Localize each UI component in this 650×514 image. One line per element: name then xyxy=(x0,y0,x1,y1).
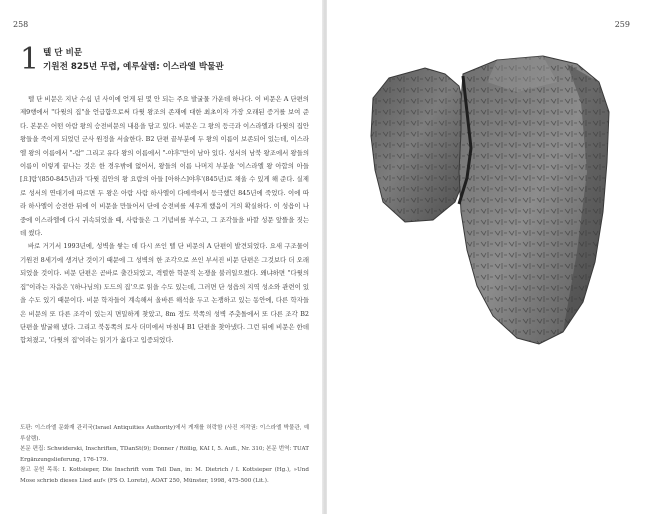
body-paragraph: 텔 단 비문은 지난 수십 년 사이에 얻게 된 몇 안 되는 주요 발굴물 가운데 하나다. 이 비문은 A 단편의 제9행에서 "다윗의 집"을 언급함으로써 다윗 왕조의 존재에 대한 최초이자 가장 오래된 증거를 보여 준다. 본문은 어떤 아람 왕의 승전비문의 내용을 담고 있다. 비문은 그 왕의 등극과 이스라엘과 다윗의 집안 왕들을 죽이게 되었던 군사 원정을 서술한다. B2 단편 끝부분에 두 왕의 이름이 보존되어 있는데, 이스라엘 왕의 이름에서 "-람" 그리고 유다 왕의 이름에서 "-야후"만이 남아 있다. 성서의 남북 왕조에서 왕들의 이름이 이렇게 끝나는 것은 한 경우밖에 없어서, 왕들의 이름 나머지 부분을 '이스라엘 왕 아합의 아들 [요]람'(850-845년)과 '다윗 집안의 왕 요람의 아들 [아하스]야후'(845년)로 채울 수 있게 해 준다. 실제로 성서의 연대기에 따르면 두 왕은 아람 사람 하사엘이 다메섹에서 등극했던 845년에 죽었다. 이에 따라 하사엘이 승전한 뒤에 이 비문을 만들어서 단에 승전비를 세우게 했음이 거의 확실하다. 이 성읍이 나중에 이스라엘에 다시 귀속되었을 때, 사람들은 그 기념비를 부수고, 그 조각들을 바깥 성문 앞뜰을 짓는 데 썼다. xyxy=(20,95,309,238)
page-number-right: 259 xyxy=(614,20,630,29)
page-number-left: 258 xyxy=(13,20,29,29)
body-paragraph: 바로 거기서 1993년에, 성벽을 쌓는 데 다시 쓰인 텔 단 비문의 A 단편이 발견되었다. 요새 구조물이 기원전 8세기에 생겨난 것이기 때문에 그 성벽의 한 조각으로 쓰인 부서진 비문 단편은 그것보다 더 오래되었을 것이다. 비문 단편은 곧바로 출간되었고, 격렬한 학문적 논쟁을 불러일으켰다. 왜냐하면 "다윗의 집"이라는 자음은 '(하나님의) 도드의 집'으로 읽을 수도 있는데, 그러면 단 성읍의 지역 성소와 관련이 있을 수도 있기 때문이다. 비문 학자들이 계속해서 올바른 해석을 두고 논쟁하고 있는 동안에, 다른 학자들은 비문의 또 다른 조각이 있는지 면밀하게 찾았고, 8m 정도 북쪽의 성벽 주춧돌에서 또 다른 조각 B2 단편을 발굴해 냈다. 그리고 북동쪽의 토사 더미에서 마침내 B1 단편을 찾아냈다. 그런 뒤에 비문은 한데 합쳐졌고, '다윗의 집'이라는 읽기가 옳다고 입증되었다. xyxy=(20,242,309,345)
right-page xyxy=(327,0,650,514)
tel-dan-stele-photo xyxy=(367,52,617,352)
note-illustration: 도판: 이스라엘 문화재 관리국(Israel Antiquities Authority)에서 게재를 허락함 (사진 저작권: 이스라엘 박물관, 예루살렘). xyxy=(20,425,309,442)
body-text xyxy=(20,93,309,348)
section-subtitle: 기원전 825년 무렵, 예루살렘: 이스라엘 박물관 xyxy=(43,62,224,72)
section-heading xyxy=(20,42,310,82)
section-title: 텔 단 비문 xyxy=(43,48,83,58)
section-number: 1 xyxy=(20,42,40,77)
footnotes xyxy=(20,423,309,486)
left-page xyxy=(0,0,323,514)
note-edition: 본문 편집: Schwiderski, Inschriften, TDanSt(9); Donner / Röllig, KAI I, 5. Aufl., Nr. 310; 본문 번역: TUAT Ergänzungslieferung, 176-179. xyxy=(20,446,309,463)
note-bibliography: 참고 문헌 목록: I. Kottsieper, Die Inschrift vom Tell Dan, in: M. Dietrich / I. Kottsieper (Hg.), »Und Mose schrieb dieses Lied auf« (FS O. Loretz), AOAT 250, Münster, 1998, 475-500 (Lit.). xyxy=(20,467,309,484)
